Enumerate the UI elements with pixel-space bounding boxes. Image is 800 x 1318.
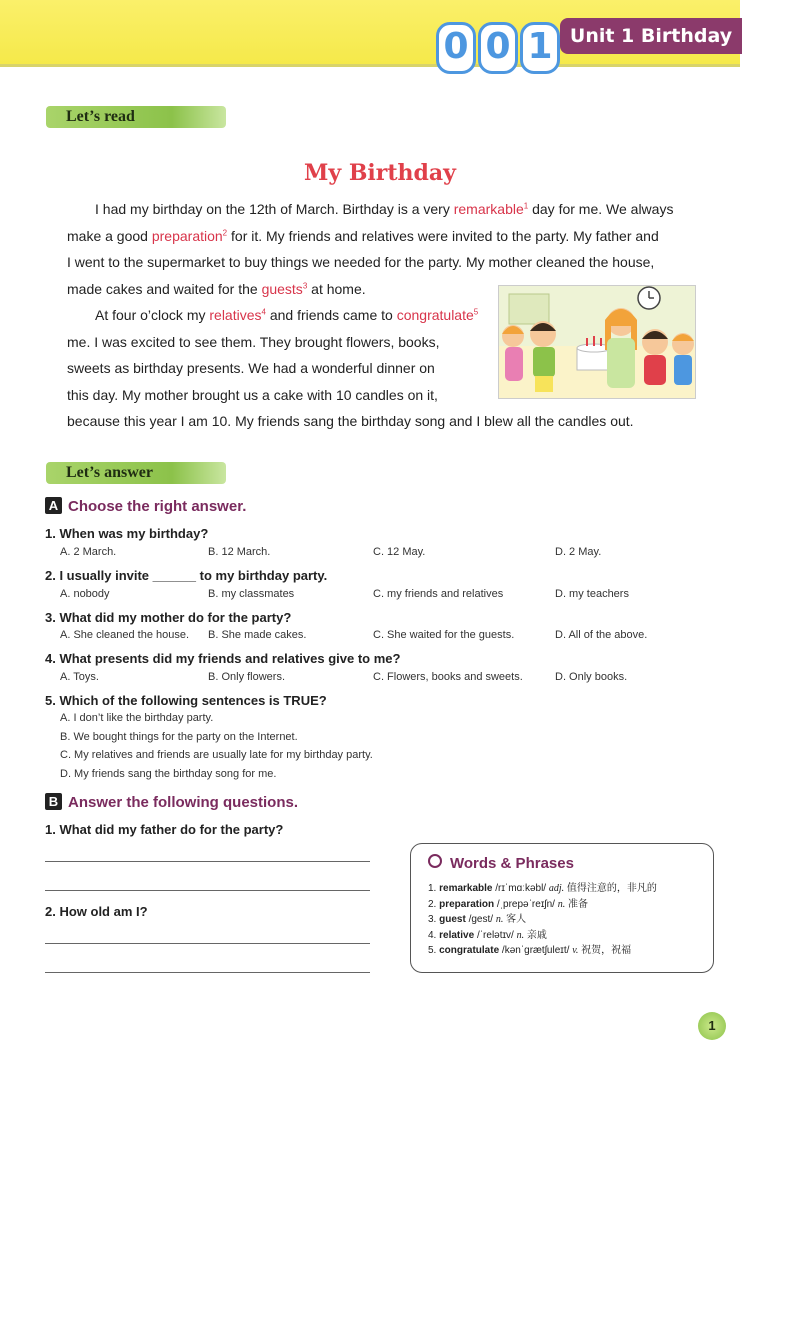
text: and friends came to [265, 307, 397, 323]
part-of-speech: n. [516, 930, 525, 941]
part-b-heading [45, 793, 298, 813]
word-entry [428, 898, 588, 912]
page-number-badge [436, 22, 562, 72]
footer-page-number: 1 [698, 1012, 726, 1040]
text: At four o’clock my [95, 307, 210, 323]
part-a-title: Choose the right answer. [68, 498, 247, 515]
word-entry [428, 929, 547, 943]
answer-line[interactable] [45, 890, 370, 891]
word: preparation [439, 899, 495, 910]
word-entry [428, 944, 631, 958]
footnote-marker: 5 [473, 307, 479, 317]
text: I had my birthday on the 12th of March. Birthday is a very [95, 201, 454, 217]
phonetic: /rɪˈmɑːkəbl/ [495, 883, 547, 894]
option: A. She cleaned the house. [60, 629, 190, 641]
answer-line[interactable] [45, 861, 370, 862]
page-digit: 0 [478, 22, 518, 74]
question-4: 4. What presents did my friends and relatives give to me? [45, 651, 401, 666]
question-2: 2. I usually invite ______ to my birthday party. [45, 568, 328, 583]
text-line: this day. My mother brought us a cake with 10 candles on it, [67, 386, 438, 403]
option: B. Only flowers. [208, 671, 286, 683]
option: B. my classmates [208, 588, 295, 600]
word: guest [439, 914, 466, 925]
answer-line[interactable] [45, 943, 370, 944]
words-phrases-title [428, 854, 574, 874]
footnote-marker: 3 [302, 280, 308, 290]
option: C. 12 May. [373, 546, 426, 558]
lets-read-banner: Let’s read [46, 106, 226, 128]
footnote-marker: 1 [523, 201, 529, 211]
option: C. my friends and relatives [373, 588, 504, 600]
lets-answer-banner: Let’s answer [46, 462, 226, 484]
part-a-letter: A [45, 497, 62, 514]
text-line: sweets as birthday presents. We had a wonderful dinner on [67, 360, 435, 376]
keyword-relatives: relatives [209, 307, 262, 323]
page-digit: 0 [436, 22, 476, 74]
phonetic: /gest/ [468, 914, 494, 925]
option: D. my teachers [555, 588, 629, 600]
text: day for me. We always [528, 201, 674, 217]
illustration-graphic [499, 286, 695, 398]
word-number: 5. [428, 945, 437, 956]
word-number: 3. [428, 914, 437, 925]
option: B. We bought things for the party on the Internet. [60, 731, 298, 743]
option: C. My relatives and friends are usually late for my birthday party. [60, 749, 373, 761]
option: D. 2 May. [555, 546, 602, 558]
page-digit: 1 [520, 22, 560, 74]
keyword-congratulate: congratulate [396, 307, 474, 323]
footnote-marker: 2 [222, 227, 228, 237]
phonetic: /ˌprepəˈreɪʃn/ [496, 899, 555, 910]
text: made cakes and waited for the [67, 280, 262, 297]
option: A. 2 March. [60, 546, 117, 558]
word: relative [439, 930, 475, 941]
text: for it. My friends and relatives were invited to the party. My father and [227, 227, 659, 244]
part-of-speech: n. [495, 914, 504, 925]
meaning: 客人 [506, 914, 527, 925]
question-3: 3. What did my mother do for the party? [45, 610, 292, 625]
text: make a good [67, 227, 152, 244]
part-b-question-2: 2. How old am I? [45, 904, 148, 919]
option: D. Only books. [555, 671, 628, 683]
text-line: because this year I am 10. My friends sang the birthday song and I blew all the candles out. [67, 413, 634, 429]
part-of-speech: adj. [548, 883, 565, 894]
part-b-letter: B [45, 793, 62, 810]
unit-title-tab: Unit 1 Birthday [560, 18, 742, 54]
circle-bullet-icon [428, 854, 442, 868]
words-title-text: Words & Phrases [450, 855, 574, 872]
phonetic: /kənˈgrætʃuleɪt/ [501, 945, 570, 956]
phonetic: /ˈrelətɪv/ [476, 930, 514, 941]
text-line: I went to the supermarket to buy things we needed for the party. My mother cleaned the house, [67, 254, 655, 270]
option: A. Toys. [60, 671, 99, 683]
story-title: My Birthday [304, 160, 456, 186]
question-1: 1. When was my birthday? [45, 526, 209, 541]
word: remarkable [439, 883, 493, 894]
footnote-marker: 4 [261, 307, 266, 317]
word-entry [428, 882, 657, 896]
keyword-remarkable: remarkable [453, 201, 524, 217]
option: B. She made cakes. [208, 629, 307, 641]
keyword-guests: guests [261, 280, 303, 297]
option: C. Flowers, books and sweets. [373, 671, 523, 683]
meaning: 亲戚 [526, 930, 547, 941]
birthday-party-illustration [498, 285, 696, 399]
word-number: 4. [428, 930, 437, 941]
option: A. I don’t like the birthday party. [60, 712, 214, 724]
part-b-title: Answer the following questions. [68, 794, 299, 811]
word-number: 1. [428, 883, 437, 894]
answer-line[interactable] [45, 972, 370, 973]
part-of-speech: n. [557, 899, 566, 910]
part-of-speech: v. [572, 945, 579, 956]
meaning: 祝贺，祝福 [581, 945, 632, 956]
question-5: 5. Which of the following sentences is TRUE? [45, 693, 327, 708]
meaning: 值得注意的，非凡的 [566, 883, 657, 894]
text: at home. [307, 280, 366, 297]
option: C. She waited for the guests. [373, 629, 515, 641]
option: A. nobody [60, 588, 110, 600]
option: D. All of the above. [555, 629, 648, 641]
word-entry [428, 913, 526, 927]
part-b-question-1: 1. What did my father do for the party? [45, 822, 284, 837]
keyword-preparation: preparation [151, 227, 223, 244]
part-a-heading [45, 497, 246, 517]
option: B. 12 March. [208, 546, 271, 558]
word-number: 2. [428, 899, 437, 910]
meaning: 准备 [568, 899, 589, 910]
option: D. My friends sang the birthday song for me. [60, 768, 277, 780]
word: congratulate [439, 945, 500, 956]
text-line: me. I was excited to see them. They brought flowers, books, [67, 333, 440, 350]
